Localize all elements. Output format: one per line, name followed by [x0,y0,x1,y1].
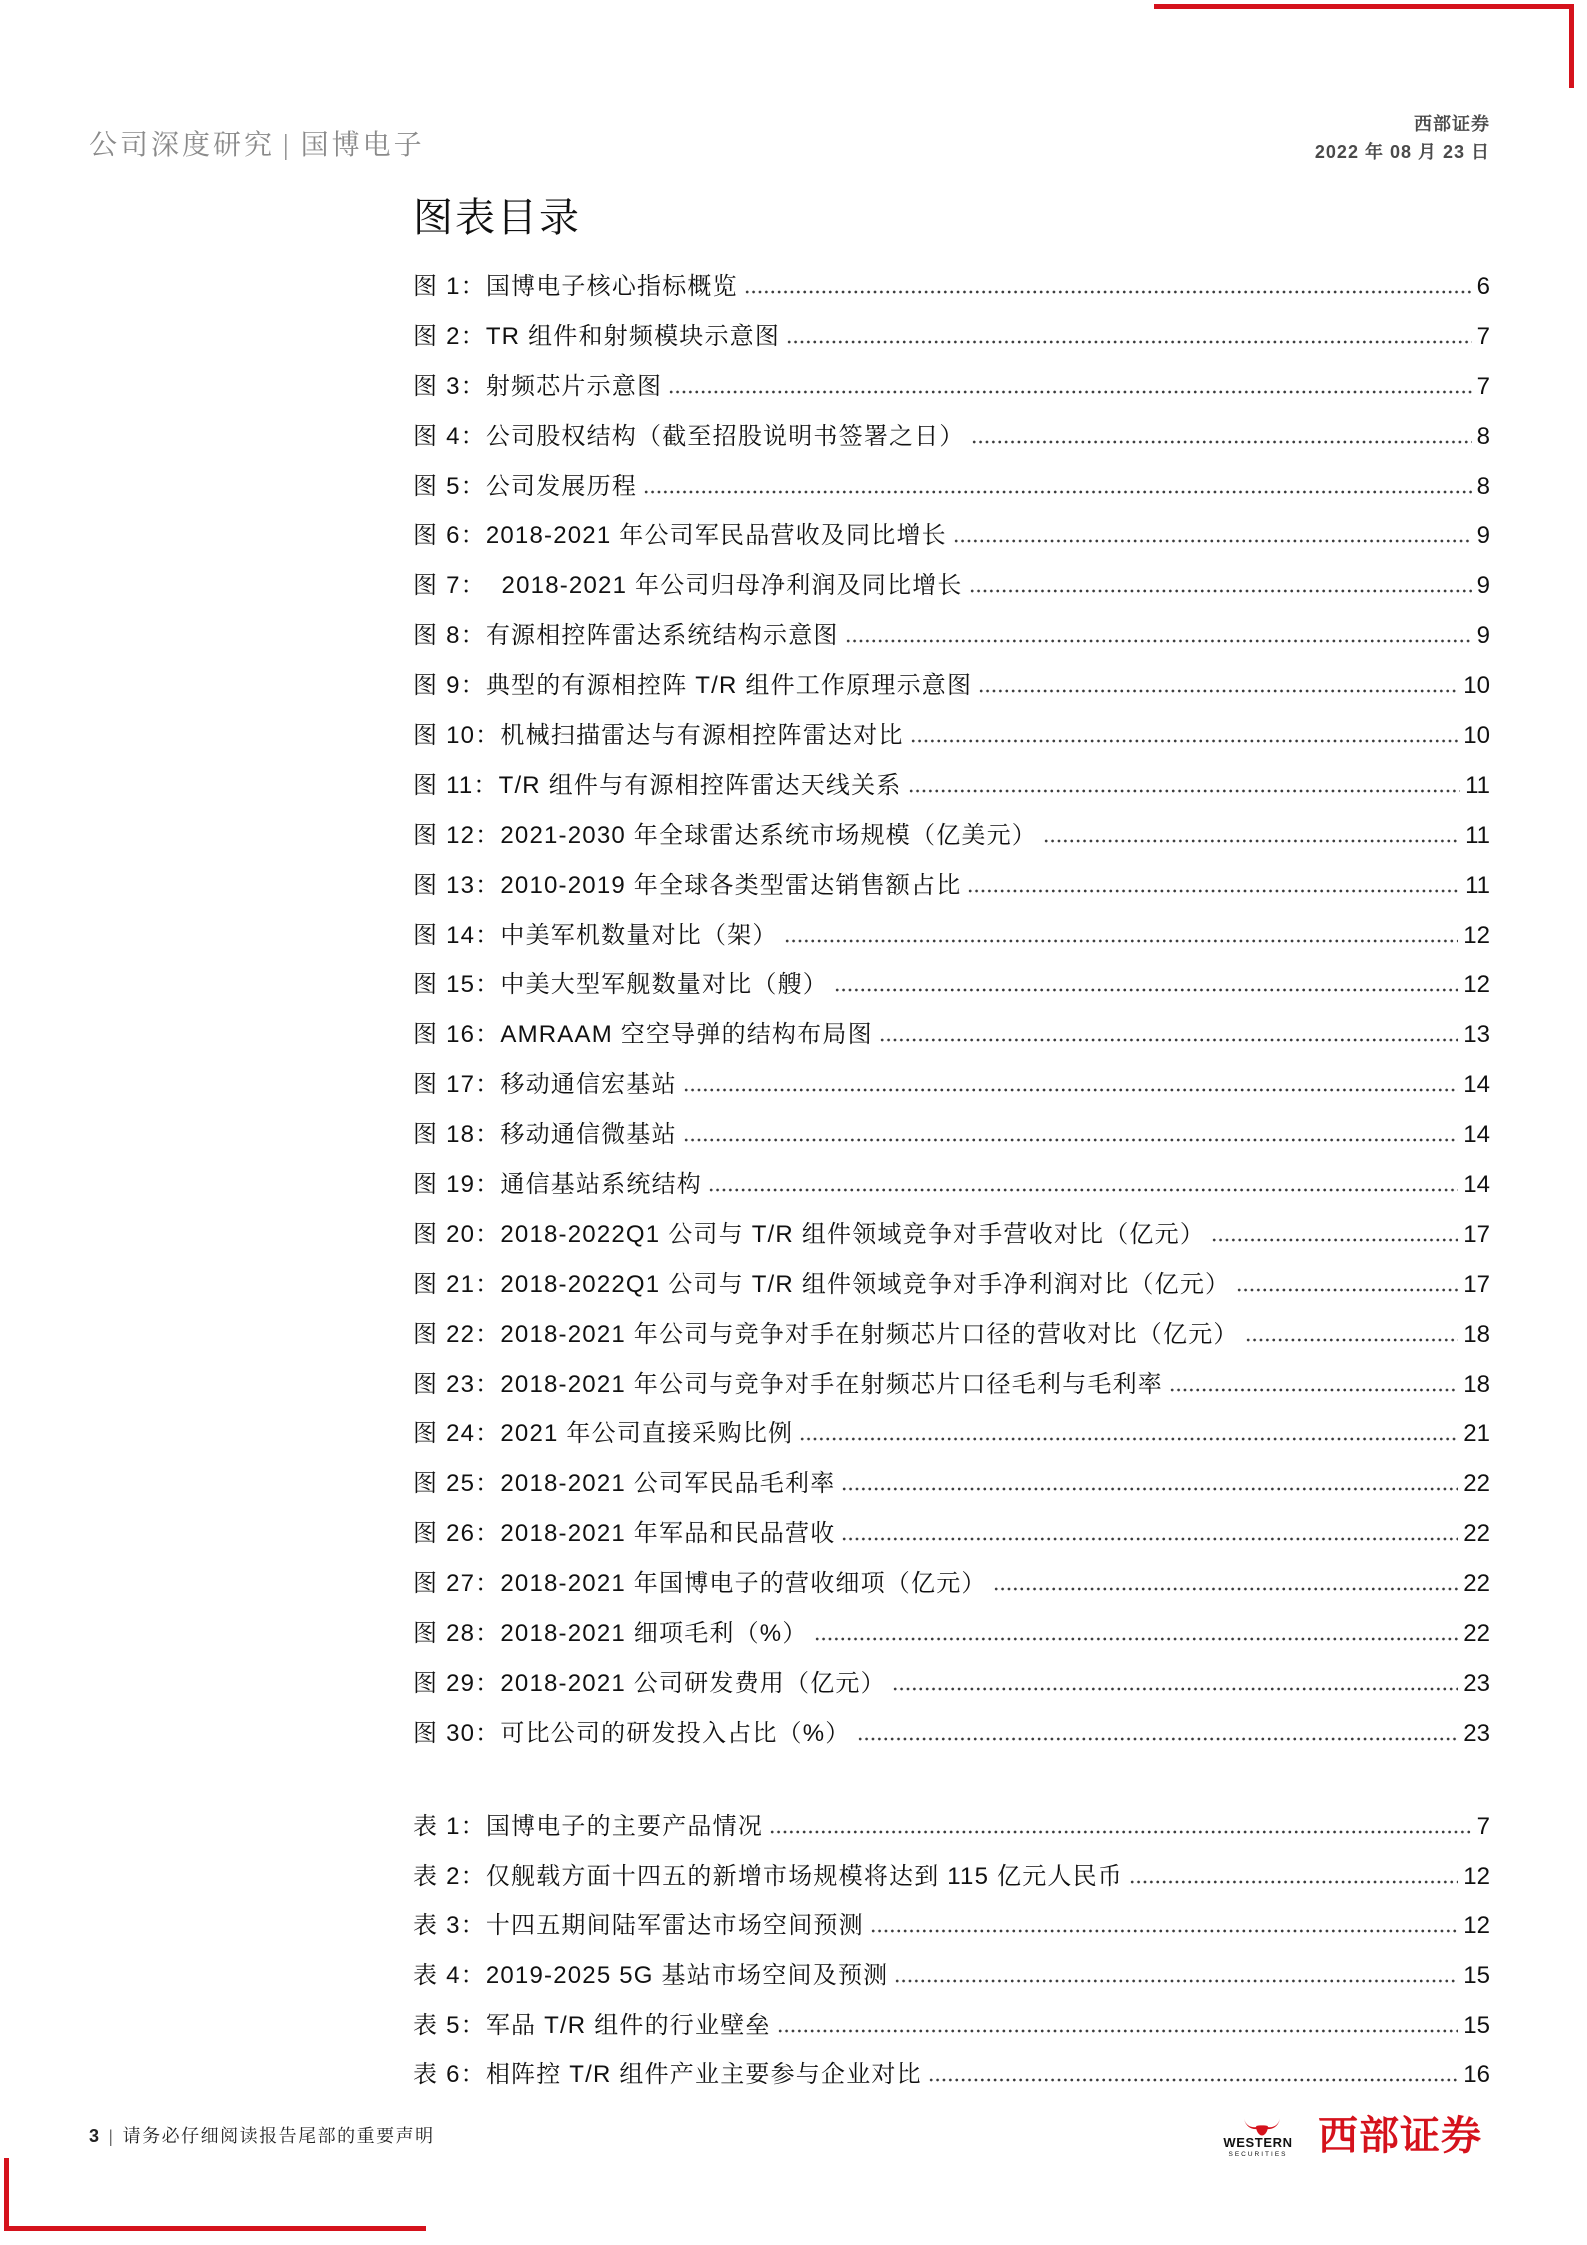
header-separator: | [283,130,289,161]
toc-figure-entry-11[interactable] [413,761,1490,811]
entry-page-number: 16 [1463,2061,1490,2089]
dot-leader [870,1929,1458,1933]
dot-leader [993,1587,1459,1591]
entry-title: 图 1：国博电子核心指标概览 [413,273,738,300]
entry-title: 图 20：2018-2022Q1 公司与 T/R 组件领域竞争对手营收对比（亿元） [413,1220,1206,1248]
entry-page-number: 22 [1463,1520,1490,1548]
toc-figure-entry-22[interactable] [413,1310,1490,1360]
dot-leader [799,1437,1458,1441]
entry-page-number: 7 [1476,322,1490,350]
dot-leader [769,1830,1472,1834]
dot-leader [834,988,1458,992]
toc-figure-entry-18[interactable] [413,1110,1490,1160]
toc-table-entry-1[interactable] [413,1802,1490,1852]
dot-leader [1043,839,1460,843]
entry-title: 图 18：移动通信微基站 [413,1121,677,1149]
entry-title: 图 28：2018-2021 细项毛利（%） [413,1620,808,1648]
dot-leader [841,1487,1458,1491]
entry-title: 图 5：公司发展历程 [413,472,638,500]
entry-page-number: 21 [1463,1420,1490,1448]
dot-leader [683,1138,1459,1142]
top-right-bracket-vertical [1569,4,1574,88]
entry-title: 表 3：十四五期间陆军雷达市场空间预测 [413,1912,864,1940]
entry-page-number: 6 [1476,273,1490,300]
toc-table-list [413,1802,1490,2100]
toc-figure-entry-24[interactable] [413,1409,1490,1459]
entry-title: 图 13：2010-2019 年全球各类型雷达销售额占比 [413,871,962,899]
entry-page-number: 13 [1463,1021,1490,1049]
footer-page-number: 3 [89,2126,100,2146]
dot-leader [910,739,1459,743]
toc-figure-entry-14[interactable] [413,911,1490,961]
entry-page-number: 22 [1463,1570,1490,1598]
entry-title: 表 4：2019-2025 5G 基站市场空间及预测 [413,1962,889,1990]
entry-title: 图 29：2018-2021 公司研发费用（亿元） [413,1669,886,1697]
entry-title: 图 25：2018-2021 公司军民品毛利率 [413,1470,836,1498]
dot-leader [668,390,1471,394]
dot-leader [857,1737,1459,1741]
dot-leader [978,689,1458,693]
entry-page-number: 17 [1463,1270,1490,1298]
dot-leader [643,490,1472,494]
entry-title: 图 16：AMRAAM 空空导弹的结构布局图 [413,1021,873,1049]
dot-leader [892,1687,1458,1691]
toc-figure-entry-27[interactable] [413,1559,1490,1609]
header-date: 2022 年 08 月 23 日 [1314,142,1490,162]
dot-leader [744,290,1472,294]
toc-figure-entry-28[interactable] [413,1609,1490,1659]
toc-figure-entry-13[interactable] [413,861,1490,911]
toc-figure-list [413,262,1490,1759]
toc-figure-entry-5[interactable] [413,462,1490,512]
entry-title: 表 1：国博电子的主要产品情况 [413,1813,764,1840]
entry-page-number: 18 [1463,1370,1490,1398]
entry-page-number: 22 [1463,1620,1490,1648]
entry-page-number: 15 [1463,1962,1490,1990]
entry-page-number: 18 [1463,1320,1490,1348]
entry-title: 图 2：TR 组件和射频模块示意图 [413,322,781,350]
dot-leader [784,939,1459,943]
entry-title: 图 21：2018-2022Q1 公司与 T/R 组件领域竞争对手净利润对比（亿元） [413,1270,1231,1298]
toc-figure-entry-17[interactable] [413,1060,1490,1110]
toc-figure-entry-10[interactable] [413,711,1490,761]
toc-figure-entry-15[interactable] [413,960,1490,1010]
entry-title: 图 4：公司股权结构（截至招股说明书签署之日） [413,422,965,450]
entry-title: 图 8：有源相控阵雷达系统结构示意图 [413,622,839,650]
dot-leader [1245,1338,1459,1342]
entry-title: 图 17：移动通信宏基站 [413,1071,677,1099]
top-right-bracket-horizontal [1154,4,1574,9]
toc-table-entry-6[interactable] [413,2050,1490,2100]
dot-leader [1129,1880,1458,1884]
toc-figure-entry-8[interactable] [413,611,1490,661]
entry-page-number: 17 [1463,1220,1490,1248]
entry-page-number: 9 [1476,572,1490,600]
header-report-type: 公司深度研究 [89,130,276,161]
entry-title: 表 5：军品 T/R 组件的行业壁垒 [413,2011,771,2039]
entry-page-number: 7 [1476,1813,1490,1840]
entry-title: 图 6：2018-2021 年公司军民品营收及同比增长 [413,522,947,550]
entry-page-number: 14 [1463,1171,1490,1199]
footer-disclaimer: 请务必仔细阅读报告尾部的重要声明 [122,2126,435,2146]
entry-title: 图 9：典型的有源相控阵 T/R 组件工作原理示意图 [413,672,973,700]
toc-table-entry-4[interactable] [413,1951,1490,2001]
entry-title: 图 11：T/R 组件与有源相控阵雷达天线关系 [413,771,902,799]
entry-page-number: 15 [1463,2011,1490,2039]
entry-title: 图 7： 2018-2021 年公司归母净利润及同比增长 [413,572,963,600]
dot-leader [971,440,1472,444]
entry-page-number: 14 [1463,1121,1490,1149]
toc-figure-entry-25[interactable] [413,1459,1490,1509]
header-meta [1170,110,1490,166]
toc-figure-entry-16[interactable] [413,1010,1490,1060]
toc-figure-entry-3[interactable] [413,362,1490,412]
entry-page-number: 9 [1476,522,1490,550]
entry-page-number: 12 [1463,1912,1490,1940]
bottom-left-bracket-horizontal [4,2226,426,2231]
header-broker: 西部证券 [1414,114,1490,134]
entry-title: 表 2：仅舰载方面十四五的新增市场规模将达到 115 亿元人民币 [413,1862,1124,1890]
page-title: 图表目录 [413,195,581,240]
entry-title: 图 19：通信基站系统结构 [413,1171,702,1199]
entry-page-number: 8 [1476,422,1490,450]
toc-figure-entry-20[interactable] [413,1210,1490,1260]
toc-figure-entry-29[interactable] [413,1659,1490,1709]
toc-table-entry-5[interactable] [413,2001,1490,2051]
dot-leader [1211,1238,1458,1242]
entry-title: 表 6：相阵控 T/R 组件产业主要参与企业对比 [413,2061,922,2089]
footer-separator: | [109,2126,113,2146]
footer-note [89,2124,435,2148]
toc-figure-entry-12[interactable] [413,811,1490,861]
header-company: 国博电子 [300,130,425,161]
dot-leader [786,340,1472,344]
toc-figure-entry-9[interactable] [413,661,1490,711]
entry-title: 图 26：2018-2021 年军品和民品营收 [413,1520,836,1548]
toc-table-entry-3[interactable] [413,1901,1490,1951]
dot-leader [879,1038,1459,1042]
entry-page-number: 12 [1463,921,1490,949]
entry-page-number: 22 [1463,1470,1490,1498]
toc-figure-entry-1[interactable] [413,262,1490,312]
dot-leader [841,1537,1458,1541]
entry-title: 图 24：2021 年公司直接采购比例 [413,1420,794,1448]
logo-english-name: WESTERN [1223,2135,1293,2150]
entry-title: 图 30：可比公司的研发投入占比（%） [413,1719,851,1747]
toc-figure-entry-7[interactable] [413,561,1490,611]
dot-leader [1169,1388,1458,1392]
dot-leader [708,1188,1458,1192]
bottom-left-bracket-vertical [4,2158,9,2231]
entry-page-number: 23 [1463,1669,1490,1697]
entry-title: 图 3：射频芯片示意图 [413,372,663,400]
entry-page-number: 23 [1463,1719,1490,1747]
entry-title: 图 27：2018-2021 年国博电子的营收细项（亿元） [413,1570,987,1598]
toc-figure-entry-21[interactable] [413,1260,1490,1310]
bull-logo-icon [1243,2117,1281,2137]
entry-title: 图 10：机械扫描雷达与有源相控阵雷达对比 [413,722,904,750]
entry-page-number: 14 [1463,1071,1490,1099]
entry-page-number: 9 [1476,622,1490,650]
entry-title: 图 22：2018-2021 年公司与竞争对手在射频芯片口径的营收对比（亿元） [413,1320,1239,1348]
dot-leader [777,2029,1459,2033]
entry-title: 图 12：2021-2030 年全球雷达系统市场规模（亿美元） [413,821,1038,849]
toc-figure-entry-30[interactable] [413,1709,1490,1759]
dot-leader [908,789,1461,793]
dot-leader [845,639,1472,643]
toc-table-entry-2[interactable] [413,1852,1490,1902]
toc-figure-entry-26[interactable] [413,1509,1490,1559]
dot-leader [953,539,1472,543]
dot-leader [928,2078,1458,2082]
dot-leader [683,1088,1459,1092]
entry-page-number: 10 [1463,722,1490,750]
entry-page-number: 10 [1463,672,1490,700]
entry-page-number: 12 [1463,1862,1490,1890]
dot-leader [894,1979,1458,1983]
entry-title: 图 14：中美军机数量对比（架） [413,921,778,949]
toc-figure-entry-19[interactable] [413,1160,1490,1210]
dot-leader [1236,1288,1458,1292]
toc-figure-entry-6[interactable] [413,511,1490,561]
entry-page-number: 8 [1476,472,1490,500]
entry-page-number: 7 [1476,372,1490,400]
toc-figure-entry-23[interactable] [413,1360,1490,1410]
toc-figure-entry-2[interactable] [413,312,1490,362]
entry-title: 图 23：2018-2021 年公司与竞争对手在射频芯片口径毛利与毛利率 [413,1370,1164,1398]
logo-english-subtitle: SECURITIES [1228,2151,1288,2158]
entry-page-number: 12 [1463,971,1490,999]
toc-figure-entry-4[interactable] [413,412,1490,462]
entry-page-number: 11 [1465,771,1490,799]
dot-leader [814,1637,1459,1641]
header-report-title [89,127,425,165]
entry-page-number: 11 [1465,821,1490,849]
dot-leader [969,589,1472,593]
entry-page-number: 11 [1465,871,1490,899]
logo-chinese-name: 西部证券 [1318,2114,1482,2158]
dot-leader [967,889,1460,893]
entry-title: 图 15：中美大型军舰数量对比（艘） [413,971,828,999]
